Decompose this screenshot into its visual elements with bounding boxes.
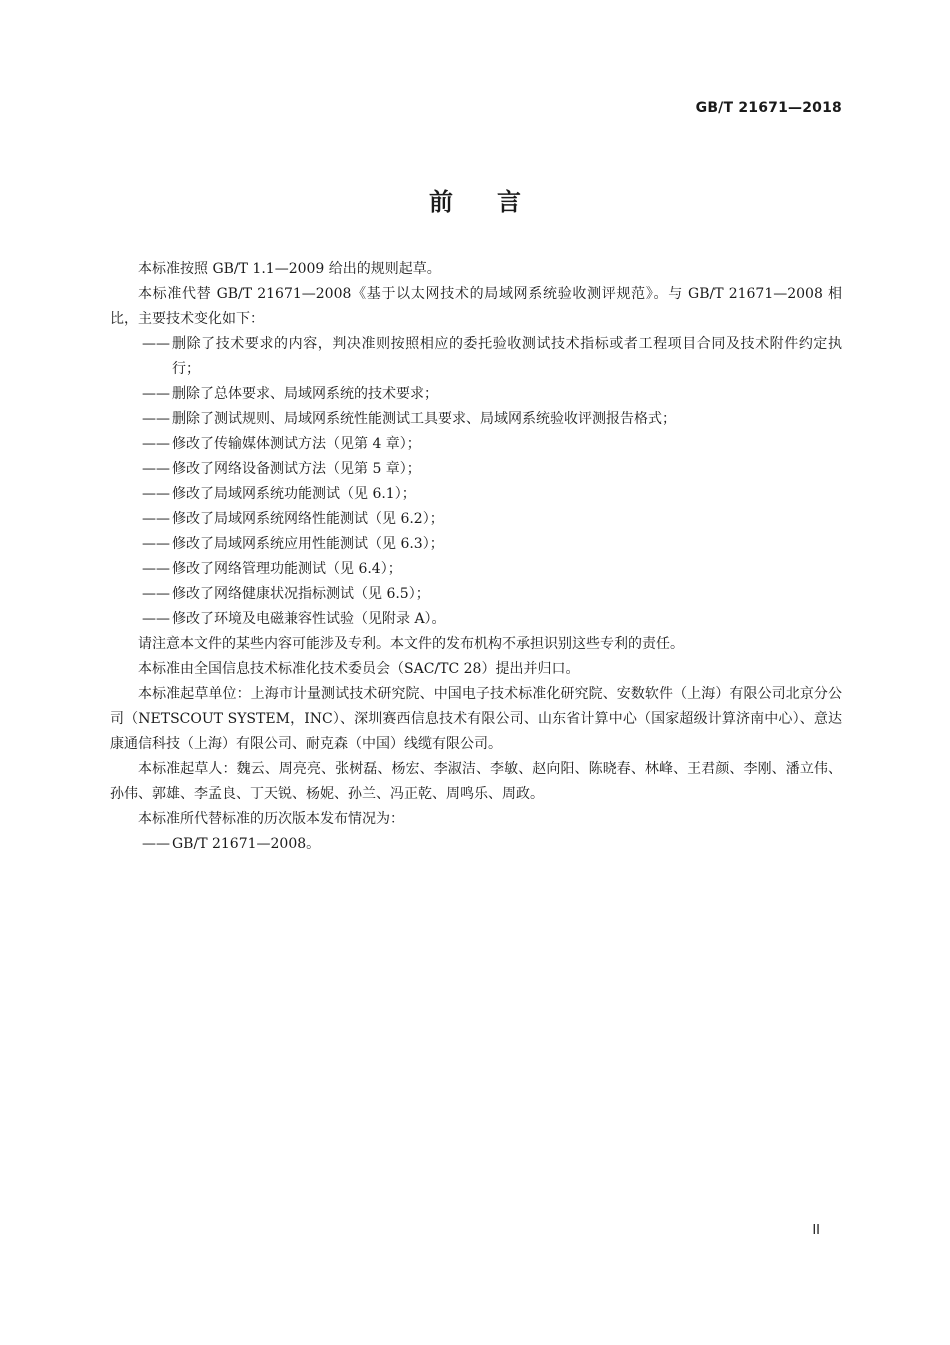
list-item-text: 修改了局域网系统网络性能测试（见 6.2）； <box>172 511 444 527</box>
list-item <box>110 382 842 407</box>
dash-marker: —— <box>142 511 170 527</box>
list-item-text: 删除了技术要求的内容，判决准则按照相应的委托验收测试技术指标或者工程项目合同及技术附件约定执行； <box>172 336 842 377</box>
dash-marker: —— <box>142 436 170 452</box>
list-item <box>110 532 842 557</box>
list-item <box>110 332 842 382</box>
dash-marker: —— <box>142 461 170 477</box>
dash-marker: —— <box>142 336 170 352</box>
list-item <box>110 482 842 507</box>
dash-marker: —— <box>142 561 170 577</box>
list-item <box>110 607 842 632</box>
paragraph-patent-notice: 请注意本文件的某些内容可能涉及专利。本文件的发布机构不承担识别这些专利的责任。 <box>138 636 684 652</box>
dash-marker: —— <box>142 611 170 627</box>
page-number: II <box>812 1223 820 1238</box>
list-item-text: 修改了网络设备测试方法（见第 5 章）； <box>172 461 421 477</box>
list-item-text: 修改了网络健康状况指标测试（见 6.5）； <box>172 586 430 602</box>
history-list <box>110 832 842 857</box>
list-item <box>110 582 842 607</box>
list-item <box>110 407 842 432</box>
list-item-text: 修改了环境及电磁兼容性试验（见附录 A）。 <box>172 611 446 627</box>
list-item-text: 修改了局域网系统应用性能测试（见 6.3）； <box>172 536 444 552</box>
paragraph-drafters: 本标准起草人：魏云、周亮亮、张树磊、杨宏、李淑洁、李敏、赵向阳、陈晓春、林峰、王君颜、李刚、潘立伟、孙伟、郭雄、李孟良、丁天锐、杨妮、孙兰、冯正乾、周鸣乐、周政。 <box>110 761 842 802</box>
paragraph-history-intro: 本标准所代替标准的历次版本发布情况为： <box>138 811 404 827</box>
list-item <box>110 432 842 457</box>
list-item-text: 修改了局域网系统功能测试（见 6.1）； <box>172 486 416 502</box>
list-item <box>110 507 842 532</box>
page-title: 前言 <box>429 188 565 216</box>
paragraph-proposer: 本标准由全国信息技术标准化技术委员会（SAC/TC 28）提出并归口。 <box>138 661 580 677</box>
list-item-text: 修改了网络管理功能测试（见 6.4）； <box>172 561 402 577</box>
dash-marker: —— <box>142 836 170 852</box>
document-body <box>110 257 842 857</box>
dash-marker: —— <box>142 486 170 502</box>
list-item <box>110 557 842 582</box>
list-item-text: 修改了传输媒体测试方法（见第 4 章）； <box>172 436 421 452</box>
list-item <box>110 832 842 857</box>
dash-marker: —— <box>142 411 170 427</box>
list-item-text: 删除了测试规则、局域网系统性能测试工具要求、局域网系统验收评测报告格式； <box>172 411 676 427</box>
dash-marker: —— <box>142 386 170 402</box>
paragraph-drafting-rules: 本标准按照 GB/T 1.1—2009 给出的规则起草。 <box>138 261 441 277</box>
paragraph-replacement: 本标准代替 GB/T 21671—2008《基于以太网技术的局域网系统验收测评规范》。与 GB/T 21671—2008 相比，主要技术变化如下： <box>110 286 842 327</box>
changes-list <box>110 332 842 632</box>
list-item <box>110 457 842 482</box>
dash-marker: —— <box>142 536 170 552</box>
dash-marker: —— <box>142 586 170 602</box>
paragraph-drafting-units: 本标准起草单位：上海市计量测试技术研究院、中国电子技术标准化研究院、安数软件（上海）有限公司北京分公司（NETSCOUT SYSTEM，INC）、深圳赛西信息技术有限公司、山东省计算中心（国家超级计算济南中心）、意达康通信科技（上海）有限公司、耐克森（中国）线缆有限公司。 <box>110 686 842 752</box>
list-item-text: GB/T 21671—2008。 <box>172 836 321 852</box>
document-code: GB/T 21671—2018 <box>695 100 842 116</box>
list-item-text: 删除了总体要求、局域网系统的技术要求； <box>172 386 438 402</box>
